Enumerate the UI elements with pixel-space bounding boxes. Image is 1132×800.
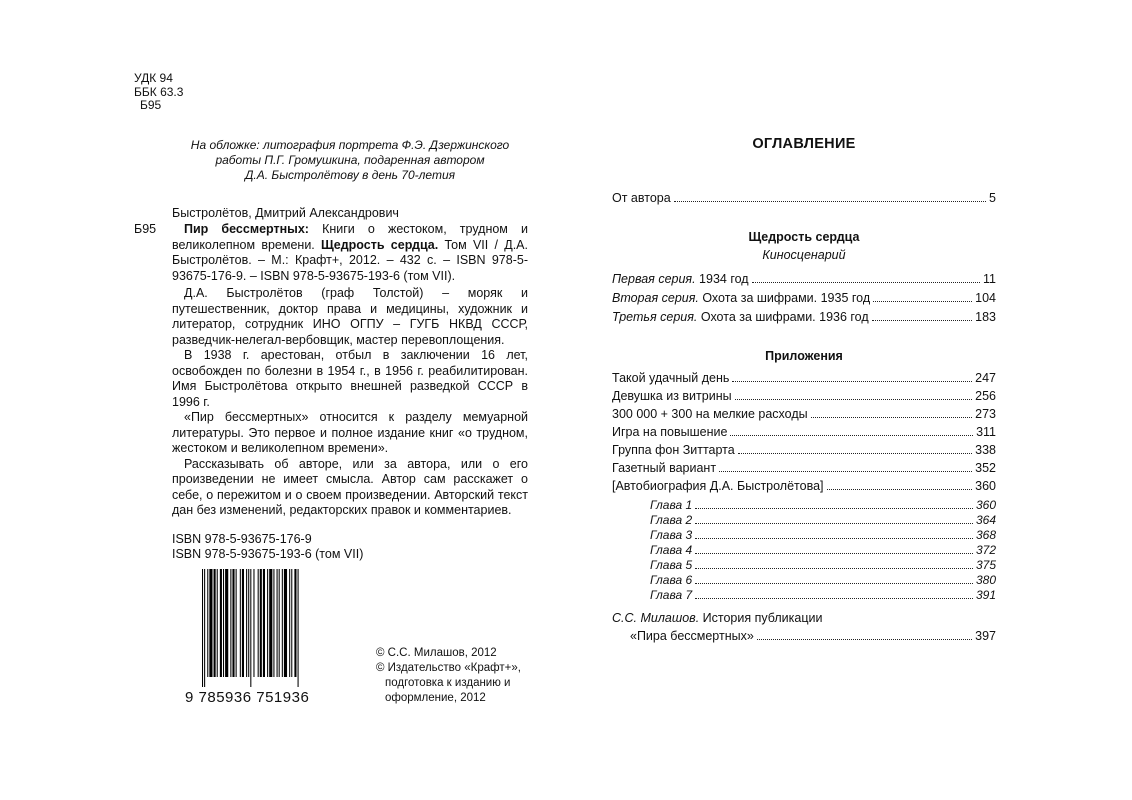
isbn-block — [172, 532, 363, 562]
toc-entry-page: 360 — [975, 479, 996, 493]
biblio-details: Том VII / Д.А. Быстролётов. – М.: Крафт+, 2012. – 432 с. – ISBN 978-5-93675-176-9. – ISBN 978-5-93675-193-6 (том VII). — [172, 237, 528, 283]
toc-chapter-page: 391 — [975, 588, 996, 602]
bbk-code: ББК 63.3 — [134, 84, 184, 99]
toc-chapter-title: Глава 2 — [650, 513, 693, 527]
annotation-paragraph: Д.А. Быстролётов (граф Толстой) – моряк и путешественник, доктор права и медицины, художник и литератор, сотрудник ИНО ОГПУ – ГУГБ НКВД СССР, разведчик-нелегал-вербовщик, мастер перевоплощения. — [172, 286, 528, 347]
toc-chapter[interactable] — [650, 528, 996, 543]
toc-title: ОГЛАВЛЕНИЕ — [752, 136, 856, 152]
toc-entry[interactable] — [612, 425, 996, 443]
section-heading: Приложения — [765, 349, 843, 363]
toc-chapter-page: 372 — [975, 543, 996, 557]
toc-entry[interactable] — [612, 479, 996, 497]
toc-entry-title: Охота за шифрами. 1935 год — [698, 291, 871, 305]
book-title: Пир бессмертных: — [184, 222, 309, 236]
barcode-number: 9 785936 751936 — [185, 689, 310, 706]
toc-chapter-title: Глава 7 — [650, 588, 693, 602]
series-label: Первая серия. — [612, 272, 696, 286]
toc-entry-title: Группа фон Зиттарта — [612, 443, 735, 457]
toc-entry[interactable] — [612, 291, 996, 310]
toc-entry-title: Игра на повышение — [612, 425, 728, 439]
cover-note-line: работы П.Г. Громушкина, подаренная автором — [215, 153, 485, 167]
toc-chapter[interactable] — [650, 498, 996, 513]
toc-entry-page: 247 — [975, 371, 996, 385]
section-subheading: Киносценарий — [762, 248, 846, 262]
toc-entry-title: 1934 год — [695, 272, 749, 286]
toc-entry-page: 338 — [975, 443, 996, 457]
toc-chapter-page: 364 — [975, 513, 996, 527]
toc-chapter[interactable] — [650, 558, 996, 573]
toc-entry-page: 183 — [975, 310, 996, 324]
annotation-paragraph: Рассказывать об авторе, или за автора, или о его произведении не имеет смысла. Автор сам расскажет о себе, о пережитом и о своем произведении. Авторский текст дан без изменений, редакторских правок и комментариев. — [172, 456, 528, 517]
toc-entry[interactable] — [612, 407, 996, 425]
toc-entry-page: 311 — [976, 425, 996, 439]
bibliographic-record — [172, 222, 528, 284]
series-label: Третья серия. — [612, 310, 698, 324]
toc-entry-title: Охота за шифрами. 1936 год — [697, 310, 869, 324]
toc-entry-page: 256 — [975, 389, 996, 403]
toc-section-1 — [612, 230, 996, 329]
copyright-line: © Издательство «Крафт+», — [376, 662, 521, 674]
toc-chapter[interactable] — [650, 573, 996, 588]
toc-entry-title: Газетный вариант — [612, 461, 717, 475]
copyright-line: © С.С. Милашов, 2012 — [376, 647, 497, 659]
toc-intro — [612, 191, 996, 209]
section-heading: Щедрость сердца — [748, 230, 860, 244]
toc-chapter-page: 368 — [975, 528, 996, 542]
toc-entry-title: Такой удачный день — [612, 371, 730, 385]
toc-section-2 — [612, 349, 996, 647]
toc-entry[interactable] — [612, 272, 996, 291]
toc-entry[interactable] — [612, 611, 996, 647]
toc-entry-title: [Автобиография Д.А. Быстролётова] — [612, 479, 824, 493]
cover-note-line: На обложке: литография портрета Ф.Э. Дзержинского — [190, 138, 510, 152]
toc-entry-page: 397 — [975, 629, 996, 643]
annotation-paragraph: В 1938 г. арестован, отбыл в заключении 16 лет, освобожден по болезни в 1954 г., в 1956 г. реабилитирован. Имя Быстролётова открыто внешней разведкой СССР в 1996 г. — [172, 348, 528, 409]
toc-chapter-title: Глава 5 — [650, 558, 693, 572]
toc-entry-author: С.С. Милашов. — [612, 611, 700, 625]
copyright-block — [376, 646, 521, 706]
volume-title: Щедрость сердца. — [321, 237, 439, 252]
barcode — [202, 569, 328, 687]
toc-entry[interactable] — [612, 461, 996, 479]
toc-entry-page: 5 — [989, 191, 996, 205]
toc-chapter-title: Глава 1 — [650, 498, 693, 512]
toc-chapter-title: Глава 6 — [650, 573, 693, 587]
toc-entry-title: Девушка из витрины — [612, 389, 732, 403]
author-mark: Б95 — [140, 98, 162, 112]
annotation — [172, 286, 528, 519]
toc-entry[interactable] — [612, 389, 996, 407]
annotation-paragraph: «Пир бессмертных» относится к разделу мемуарной литературы. Это первое и полное издание книг «о трудном, жестоком и великолепном времени». — [172, 410, 528, 455]
classification-codes — [134, 72, 183, 113]
series-label: Вторая серия. — [612, 291, 699, 305]
toc-entry[interactable] — [612, 191, 996, 209]
book-title-rest: Книги о жестоком, трудном и великолепном времени. — [172, 222, 528, 252]
toc-entry-title: 300 000 + 300 на мелкие расходы — [612, 407, 808, 421]
cover-note-line: Д.А. Быстролётову в день 70-летия — [244, 168, 456, 182]
toc-entry[interactable] — [612, 310, 996, 329]
toc-entry-page: 11 — [983, 272, 996, 286]
index-code: Б95 — [134, 222, 157, 236]
isbn-line: ISBN 978-5-93675-176-9 — [172, 532, 312, 546]
toc-chapter[interactable] — [650, 543, 996, 558]
toc-entry-title: «Пира бессмертных» — [630, 629, 754, 643]
copyright-line: оформление, 2012 — [385, 692, 486, 704]
toc-chapter-title: Глава 3 — [650, 528, 693, 542]
toc-entry-title: От автора — [612, 191, 671, 205]
toc-entry-page: 352 — [975, 461, 996, 475]
toc-chapter-page: 380 — [975, 573, 996, 587]
toc-entry-page: 104 — [975, 291, 996, 305]
toc-entry[interactable] — [612, 371, 996, 389]
toc-entry-title: История публикации — [699, 611, 823, 625]
toc-chapter-page: 375 — [975, 558, 996, 572]
toc-chapter-page: 360 — [975, 498, 996, 512]
cover-note — [180, 138, 520, 183]
author-heading: Быстролётов, Дмитрий Александрович — [172, 206, 399, 220]
toc-chapter[interactable] — [650, 588, 996, 603]
toc-chapter[interactable] — [650, 513, 996, 528]
isbn-line: ISBN 978-5-93675-193-6 (том VII) — [172, 547, 364, 561]
toc-entry[interactable] — [612, 443, 996, 461]
toc-chapter-title: Глава 4 — [650, 543, 693, 557]
copyright-line: подготовка к изданию и — [385, 677, 511, 689]
toc-entry-page: 273 — [975, 407, 996, 421]
udk-code: УДК 94 — [134, 71, 173, 85]
